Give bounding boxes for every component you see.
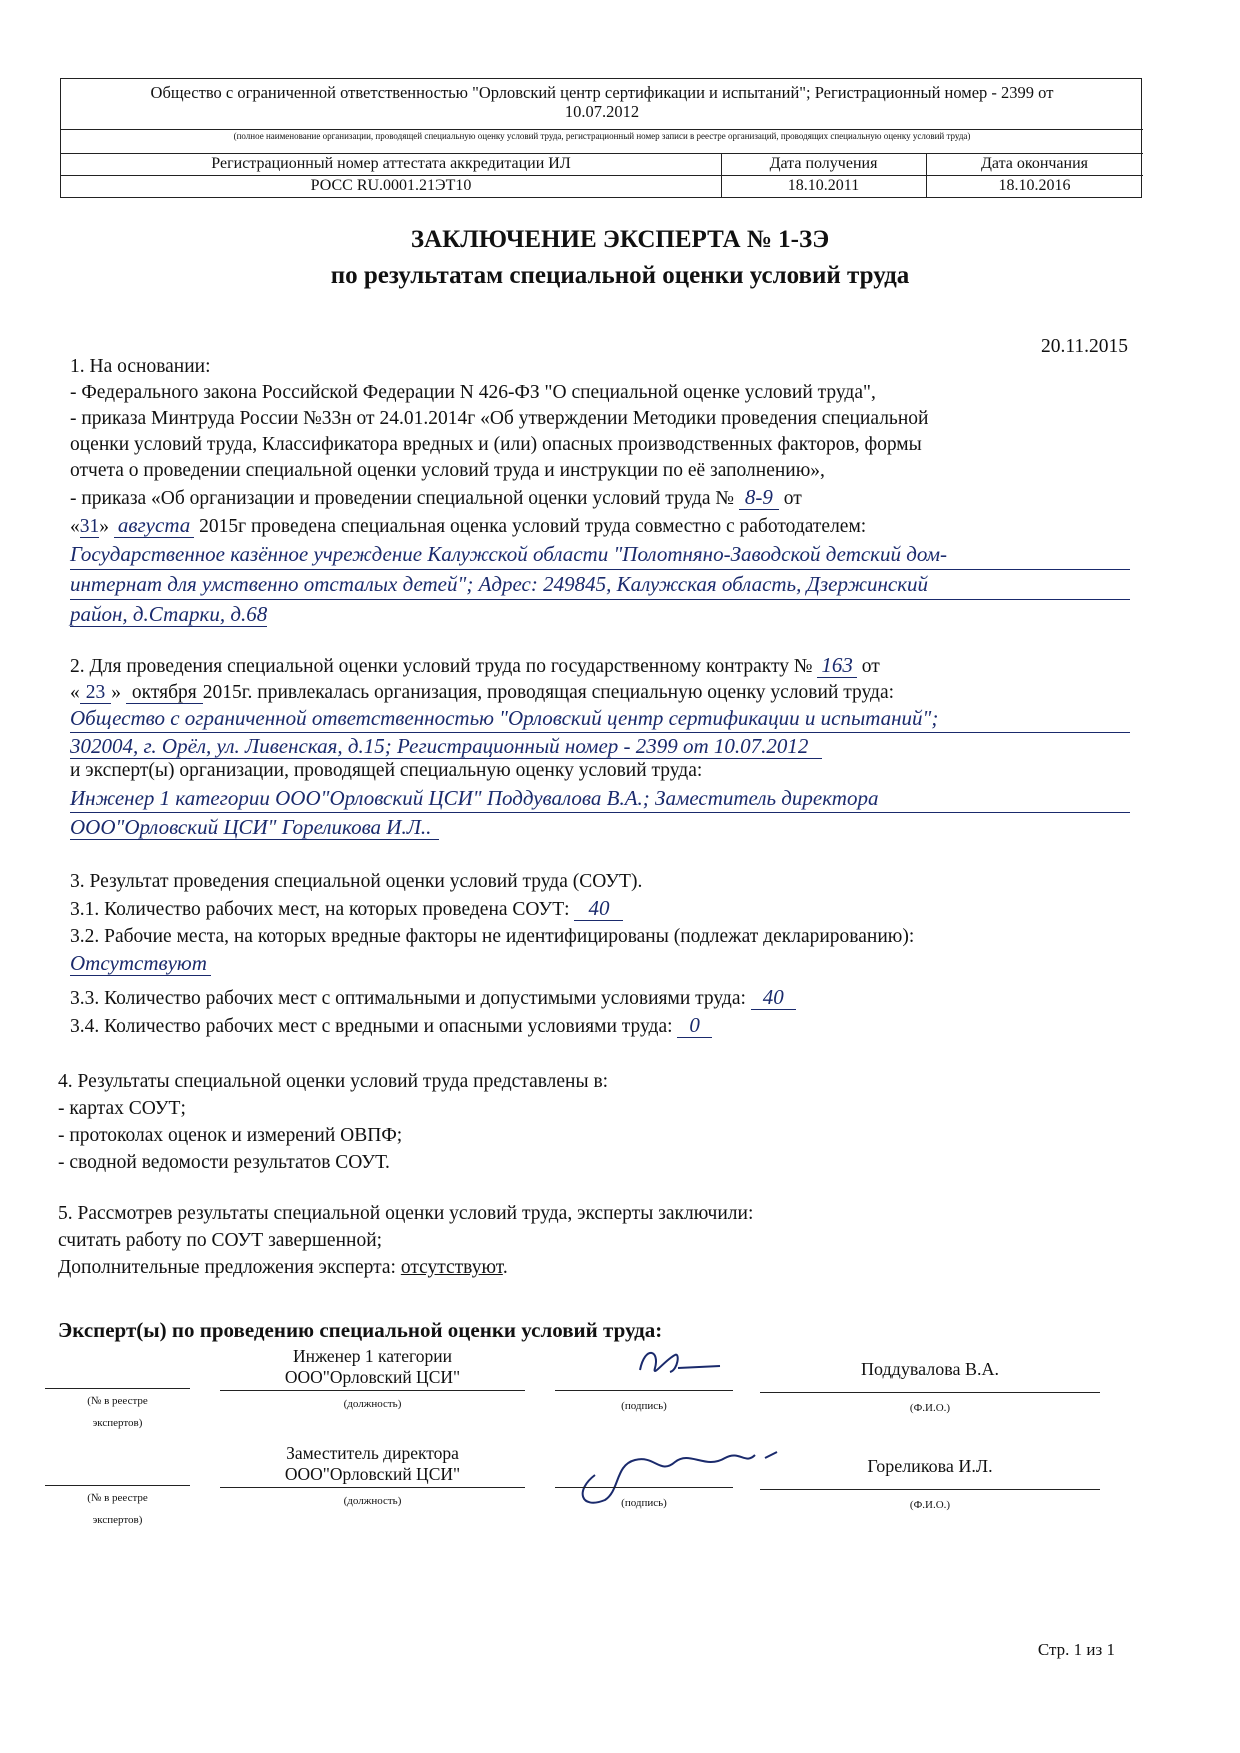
page-number: Стр. 1 из 1 xyxy=(1037,1640,1115,1659)
section-3 xyxy=(70,868,1160,1040)
document-subtitle: по результатам специальной оценки условий труда xyxy=(330,262,910,289)
undetected-factors-value: Отсутствуют xyxy=(70,951,211,976)
basis-order-line-3: отчета о проведении специальной оценки условий труда и инструкции по её заполнению», xyxy=(70,460,825,481)
order-day: 31 xyxy=(79,516,100,537)
section-1 xyxy=(70,354,1150,540)
date-end: 18.10.2016 xyxy=(998,177,1071,194)
contract-month: октября xyxy=(126,682,203,704)
contract-line: 2. Для проведения специальной оценки условий труда по государственному контракту № 163 от xyxy=(70,653,880,677)
header-table xyxy=(60,78,1142,198)
undetected-factors-label: 3.2. Рабочие места, на которых вредные факторы не идентифицированы (подлежат декларированию): xyxy=(70,926,915,947)
position-line-2 xyxy=(220,1487,525,1488)
conclusion: считать работу по СОУТ завершенной; xyxy=(58,1230,383,1251)
position-line-1 xyxy=(220,1390,525,1391)
section-4 xyxy=(58,1068,1058,1176)
workplaces-assessed-value: 40 xyxy=(574,896,623,921)
fio-line-2 xyxy=(760,1489,1100,1490)
document-title: ЗАКЛЮЧЕНИЕ ЭКСПЕРТА № 1-ЗЭ xyxy=(410,226,830,253)
date-received: 18.10.2011 xyxy=(787,177,860,194)
fio-label-1: (Ф.И.О.) xyxy=(909,1402,951,1414)
accreditation-header-row xyxy=(61,153,1143,176)
employer xyxy=(70,540,1130,629)
organization-note: (полное наименование организации, проводящей специальную оценку условий труда, регистрационный номер записи в реестре организаций, проводящих специальную оценку условий труда) xyxy=(61,129,1143,141)
position-label-2: (должность) xyxy=(343,1495,402,1507)
results-protocols: - протоколах оценок и измерений ОВПФ; xyxy=(58,1125,403,1146)
additional-proposals: Дополнительные предложения эксперта: отсутствуют. xyxy=(58,1257,508,1278)
organization-line-1: Общество с ограниченной ответственностью "Орловский центр сертификации и испытаний"; Регистрационный номер - 2399 от xyxy=(150,83,1054,102)
experts-line-2: ООО"Орловский ЦСИ" Гореликова И.Л.. xyxy=(70,815,439,840)
signature-label-2: (подпись) xyxy=(621,1497,667,1509)
expert-2-position: Заместитель директора ООО"Орловский ЦСИ" xyxy=(284,1443,461,1484)
signatures-heading: Эксперт(ы) по проведению специальной оценки условий труда: xyxy=(58,1318,663,1342)
section-4-heading: 4. Результаты специальной оценки условий труда представлены в: xyxy=(58,1071,609,1092)
experts-intro: и эксперт(ы) организации, проводящей специальную оценку условий труда: xyxy=(70,760,703,781)
signature-1-image xyxy=(620,1340,730,1390)
accreditation-number-header: Регистрационный номер аттестата аккредитации ИЛ xyxy=(211,155,571,172)
section-5 xyxy=(58,1200,1058,1281)
employer-line-3: район, д.Старки, д.68 xyxy=(70,602,268,626)
registry-line-1 xyxy=(45,1388,190,1389)
harmful-workplaces-value: 0 xyxy=(677,1013,712,1038)
contract-number: 163 xyxy=(817,653,857,678)
position-label-1: (должность) xyxy=(343,1398,402,1410)
signature-line-2 xyxy=(555,1487,733,1488)
section-2 xyxy=(70,652,1150,706)
signature-label-1: (подпись) xyxy=(621,1400,667,1412)
basis-order-line-2: оценки условий труда, Классификатора вредных и (или) опасных производственных факторов, формы xyxy=(70,434,922,455)
accreditation-value-row xyxy=(61,175,1143,198)
date-received-header: Дата получения xyxy=(769,155,878,172)
experts-line-1: Инженер 1 категории ООО"Орловский ЦСИ" Поддувалова В.А.; Заместитель директора xyxy=(70,784,1130,813)
order-number: 8-9 xyxy=(739,485,779,510)
fio-label-2: (Ф.И.О.) xyxy=(909,1499,951,1511)
expert-2-name: Гореликова И.Л. xyxy=(867,1456,993,1476)
registry-label-1: (№ в реестре экспертов) xyxy=(87,1395,148,1429)
section-3-heading: 3. Результат проведения специальной оценки условий труда (СОУТ). xyxy=(70,871,643,892)
order-date-line: «31» августа 2015г проведена специальная оценка условий труда совместно с работодателем: xyxy=(70,513,867,537)
organization-line-b: 302004, г. Орёл, ул. Ливенская, д.15; Регистрационный номер - 2399 от 10.07.2012 xyxy=(70,734,822,759)
order-month: августа xyxy=(114,513,194,538)
section-5-heading: 5. Рассмотрев результаты специальной оценки условий труда, эксперты заключили: xyxy=(58,1203,754,1224)
additional-proposals-value: отсутствуют xyxy=(400,1257,503,1278)
organization-line-2: 10.07.2012 xyxy=(564,102,640,121)
expert-1-name: Поддувалова В.А. xyxy=(861,1359,999,1379)
harmful-workplaces: 3.4. Количество рабочих мест с вредными и опасными условиями труда: 0 xyxy=(70,1012,1160,1040)
results-summary: - сводной ведомости результатов СОУТ. xyxy=(58,1152,390,1173)
order-number-line: - приказа «Об организации и проведении специальной оценки условий труда № 8-9 от xyxy=(70,485,802,509)
organization-line-a: Общество с ограниченной ответственностью "Орловский центр сертификации и испытаний"; xyxy=(70,705,1130,733)
results-cards: - картах СОУТ; xyxy=(58,1098,186,1119)
document-date: 20.11.2015 xyxy=(1040,336,1128,357)
workplaces-assessed: 3.1. Количество рабочих мест, на которых проведена СОУТ: 40 xyxy=(70,895,1160,923)
performing-organization xyxy=(70,705,1130,760)
registry-label-2: (№ в реестре экспертов) xyxy=(87,1492,148,1526)
basis-law: - Федерального закона Российской Федерации N 426-ФЗ "О специальной оценке условий труда", xyxy=(70,382,876,403)
basis-order-line-1: - приказа Минтруда России №33н от 24.01.2014г «Об утверждении Методики проведения специальной xyxy=(70,408,929,429)
contract-day: 23 xyxy=(80,682,112,704)
contract-date-line: « 23 » октября 2015г. привлекалась организация, проводящая специальную оценку условий труда: xyxy=(70,682,895,703)
section-1-heading: 1. На основании: xyxy=(70,356,211,377)
registry-line-2 xyxy=(45,1485,190,1486)
optimal-workplaces-value: 40 xyxy=(751,985,796,1010)
expert-1-position: Инженер 1 категории ООО"Орловский ЦСИ" xyxy=(284,1346,461,1387)
signature-line-1 xyxy=(555,1390,733,1391)
employer-line-1: Государственное казённое учреждение Калужской области "Полотняно-Заводской детский дом- xyxy=(70,540,1130,570)
optimal-workplaces: 3.3. Количество рабочих мест с оптимальными и допустимыми условиями труда: 40 xyxy=(70,984,1160,1012)
organization-name xyxy=(61,83,1143,121)
experts xyxy=(70,784,1130,841)
date-end-header: Дата окончания xyxy=(980,155,1089,172)
accreditation-number: РОСС RU.0001.21ЭТ10 xyxy=(310,177,472,194)
fio-line-1 xyxy=(760,1392,1100,1393)
employer-line-2: интернат для умственно отсталых детей"; Адрес: 249845, Калужская область, Дзержинский xyxy=(70,570,1130,600)
